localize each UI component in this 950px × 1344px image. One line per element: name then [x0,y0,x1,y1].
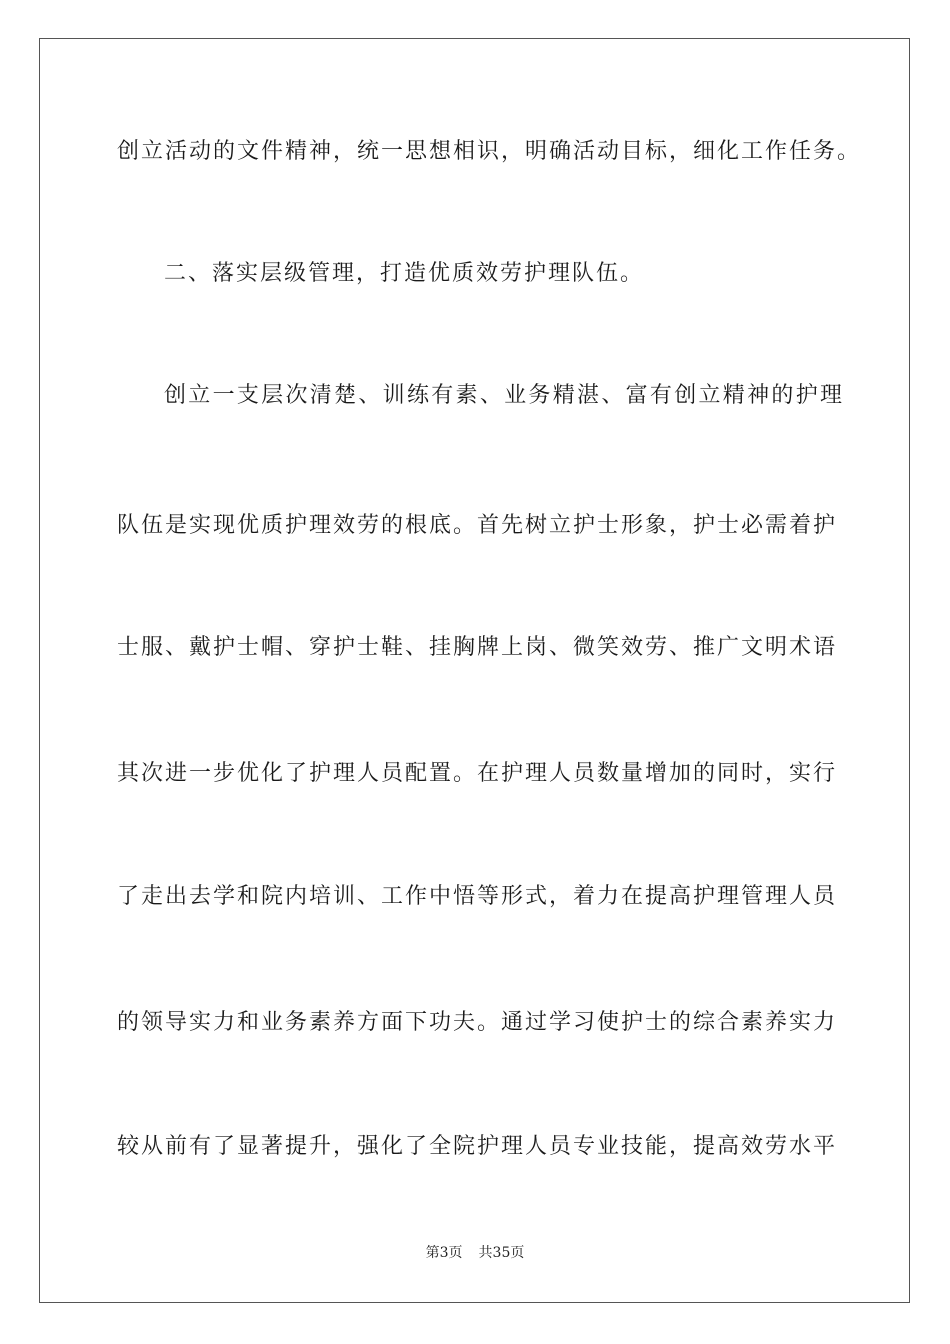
text-line: 的领导实力和业务素养方面下功夫。通过学习使护士的综合素养实力 [117,1010,838,1035]
page-footer [0,1243,950,1263]
section-heading: 二、落实层级管理，打造优质效劳护理队伍。 [164,261,645,286]
text-line: 其次进一步优化了护理人员配置。在护理人员数量增加的同时，实行 [117,761,838,786]
text-line: 士服、戴护士帽、穿护士鞋、挂胸牌上岗、微笑效劳、推广文明术语 [117,635,838,660]
text-line: 了走出去学和院内培训、工作中悟等形式，着力在提高护理管理人员 [117,884,838,909]
text-line: 较从前有了显著提升，强化了全院护理人员专业技能，提高效劳水平 [117,1134,838,1159]
text-line: 创立一支层次清楚、训练有素、业务精湛、富有创立精神的护理 [164,383,844,408]
text-line: 创立活动的文件精神，统一思想相识，明确活动目标，细化工作任务。 [117,139,862,164]
page-number: 第3页 [425,1245,463,1261]
text-line: 队伍是实现优质护理效劳的根底。首先树立护士形象，护士必需着护 [117,513,838,538]
page-frame [39,38,910,1303]
total-pages: 共35页 [478,1245,525,1261]
